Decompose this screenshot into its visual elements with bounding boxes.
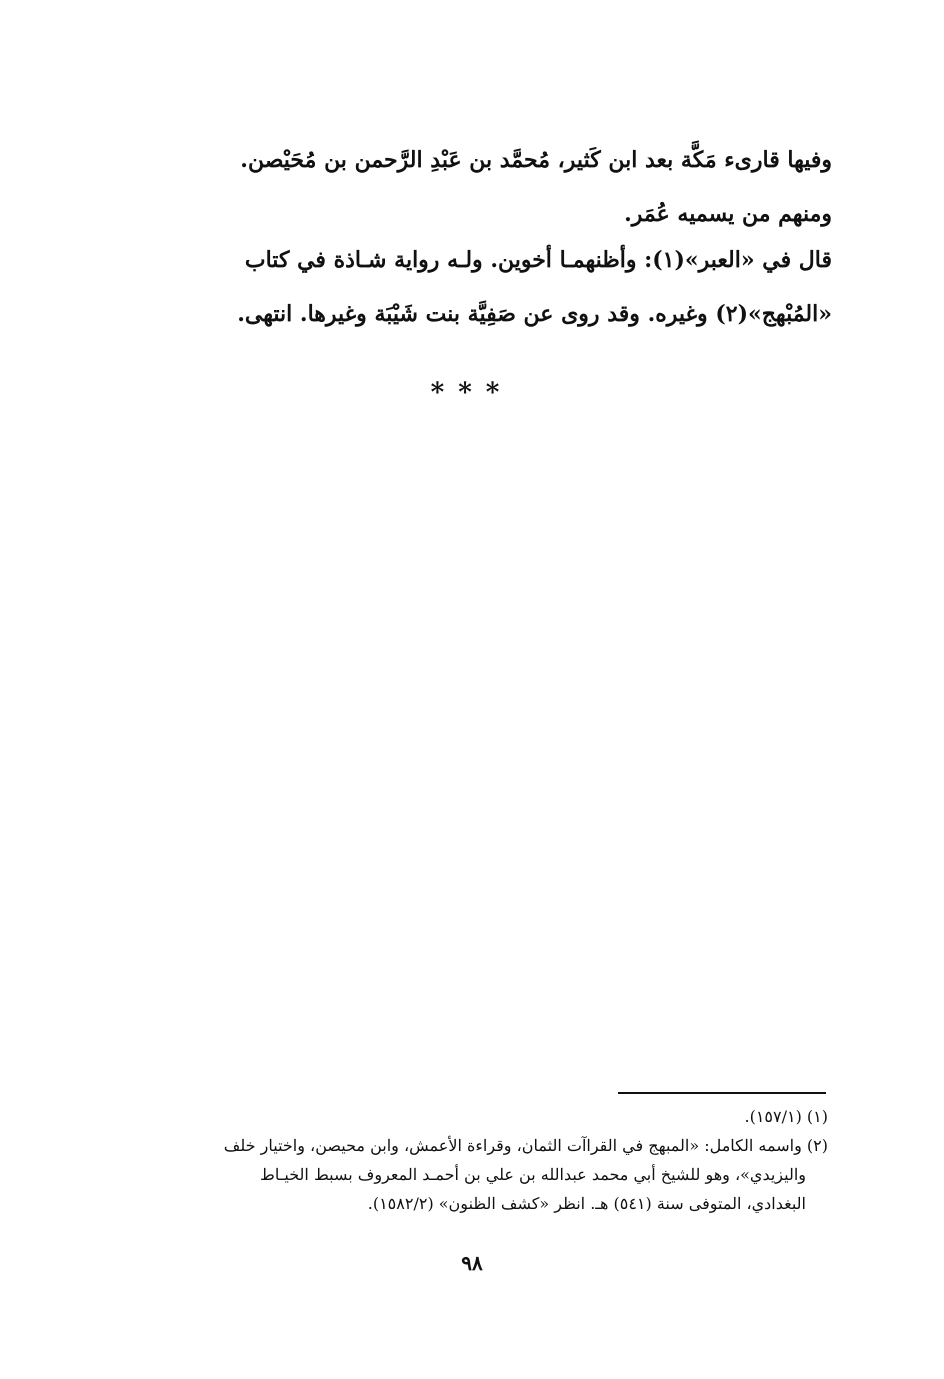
footnote-2-line-2: واليزيدي»، وهو للشيخ أبي محمد عبدالله بن علي بن أحمـد المعروف بسبط الخيـاط — [260, 1165, 806, 1184]
page-number: ٩٨ — [461, 1251, 483, 1275]
paragraph-1-line-2: ومنهم من يسميه عُمَر. — [624, 201, 832, 227]
paragraph-2-line-1: قال في «العبر»(١): وأظنهمـا أخوين. ولـه رواية شـاذة في كتاب — [244, 247, 832, 273]
footnotes — [116, 1102, 828, 1218]
footnote-2-line-3: البغدادي، المتوفى سنة (٥٤١) هـ. انظر «كشف الظنون» (١٥٨٢/٢). — [367, 1194, 806, 1213]
footnote-divider — [618, 1092, 826, 1094]
paragraph-2 — [112, 233, 832, 341]
footnote-2-line-1: (٢) واسمه الكامل: «المبهج في القراآت الثمان، وقراءة الأعمش، وابن محيصن، واختيار خلف — [223, 1136, 828, 1155]
section-separator: *** — [430, 378, 514, 408]
footnote-1: (١) (١٥٧/١). — [744, 1107, 828, 1126]
paragraph-2-line-2: «المُبْهج»(٢) وغيره. وقد روى عن صَفِيَّة بنت شَيْبَة وغيرها. انتهى. — [237, 301, 832, 327]
paragraph-1-line-1: وفيها قارىء مَكَّة بعد ابن كَثير، مُحمَّد بن عَبْدِ الرَّحمن بن مُحَيْصن. — [240, 147, 832, 173]
paragraph-1 — [112, 133, 832, 241]
